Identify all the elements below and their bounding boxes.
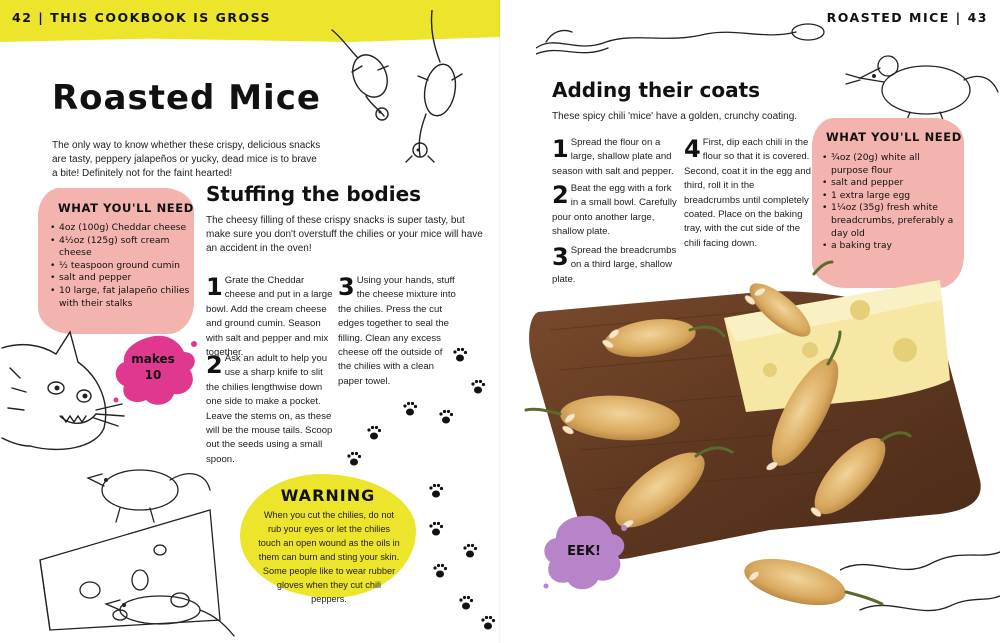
ingredient-item: • ¾oz (20g) white all purpose flour: [822, 152, 958, 177]
step-text: Ask an adult to help you use a sharp knife to slit the chilies lengthwise down one side to make a pocket. Leave the stems on, as these will be the mouse tails. Scoop out the seeds using a small spoon.: [206, 353, 333, 465]
step-text: Beat the egg with a fork in a small bowl. Carefully pour onto another large, shallow plate.: [552, 183, 677, 238]
makes-count: 10: [144, 368, 162, 382]
ingredient-item: • 10 large, fat jalapeño chilies with their stalks: [50, 285, 190, 310]
step-1-stuffing: [206, 274, 336, 360]
step-text: First, dip each chili in the flour so that it is covered. Second, coat it in the egg and third, roll it in the breadcrumbs until completely coated. Place on the baking tray, with the cut side of the chili facing down.: [684, 137, 811, 249]
section-title-stuffing: Stuffing the bodies: [206, 182, 422, 206]
section-intro-coats: These spicy chili 'mice' have a golden, crunchy coating.: [552, 111, 798, 122]
step-number: 2: [552, 181, 569, 209]
ingredients-list-right: [822, 152, 958, 253]
page-folio-right: ROASTED MICE | 43: [826, 10, 988, 25]
section-title-coats: Adding their coats: [552, 78, 761, 102]
paw-prints-decoration: [340, 340, 500, 640]
ingredient-item: • 1 extra large egg: [822, 190, 958, 203]
intro-text: The only way to know whether these crispy, delicious snacks are tasty, peppery jalapeños or yucky, dead mice is to brave a bite! Definitely not for the faint hearted!: [52, 140, 321, 179]
step-4-coats: [684, 136, 812, 251]
rat-sketch-top: [322, 10, 482, 180]
ingredient-item: • ½ teaspoon ground cumin: [50, 260, 190, 273]
step-2-coats: [552, 182, 678, 240]
ingredient-item: • salt and pepper: [822, 177, 958, 190]
mouse-tails-sketch: [536, 14, 836, 74]
ingredients-list-left: [50, 222, 190, 310]
mouse-cheese-sketch: [10, 450, 240, 640]
step-number: 3: [552, 243, 569, 271]
section-intro-stuffing: The cheesy filling of these crispy snacks is super tasty, but make sure you don't overstuff the chilies or your mice will have an accident in the oven!: [206, 215, 483, 254]
step-number: 1: [552, 135, 569, 163]
step-number: 2: [206, 351, 223, 379]
step-number: 4: [684, 135, 701, 163]
step-text: Using your hands, stuff the cheese mixture into the chilies. Press the cut edges together to seal the filling. Clean any excess cheese off the outside of the chilies with a clean paper towel.: [338, 275, 456, 387]
warning-title: WARNING: [280, 486, 376, 505]
eek-label: EEK!: [567, 544, 601, 559]
page-folio-left: 42 | THIS COOKBOOK IS GROSS: [12, 10, 272, 25]
ingredients-title-left: WHAT YOU'LL NEED: [58, 201, 194, 215]
ingredient-item: • 1¼oz (35g) fresh white breadcrumbs, preferably a day old: [822, 202, 958, 240]
makes-label: makes: [131, 352, 175, 366]
warning-text: When you cut the chilies, do not rub your eyes or let the chilies touch an open wound as the oils in them can burn and sting your skin. Some people like to wear rubber gloves when they cut chili peppers.: [258, 510, 400, 604]
ingredient-item: • salt and pepper: [50, 272, 190, 285]
ingredient-item: • 4½oz (125g) soft cream cheese: [50, 235, 190, 260]
page-title: Roasted Mice: [52, 78, 321, 118]
ingredient-item: • a baking tray: [822, 240, 958, 253]
step-number: 3: [338, 273, 355, 301]
step-1-coats: [552, 136, 678, 179]
ingredients-title-right: WHAT YOU'LL NEED: [826, 130, 962, 144]
ingredient-item: • 4oz (100g) Cheddar cheese: [50, 222, 190, 235]
step-text: Grate the Cheddar cheese and put in a large bowl. Add the cream cheese and ground cumin. Season with salt and pepper and mix together.: [206, 275, 333, 359]
step-text: Spread the flour on a large, shallow plate and season with salt and pepper.: [552, 137, 674, 177]
step-number: 1: [206, 273, 223, 301]
step-text: Spread the breadcrumbs on a third large, shallow plate.: [552, 245, 677, 285]
